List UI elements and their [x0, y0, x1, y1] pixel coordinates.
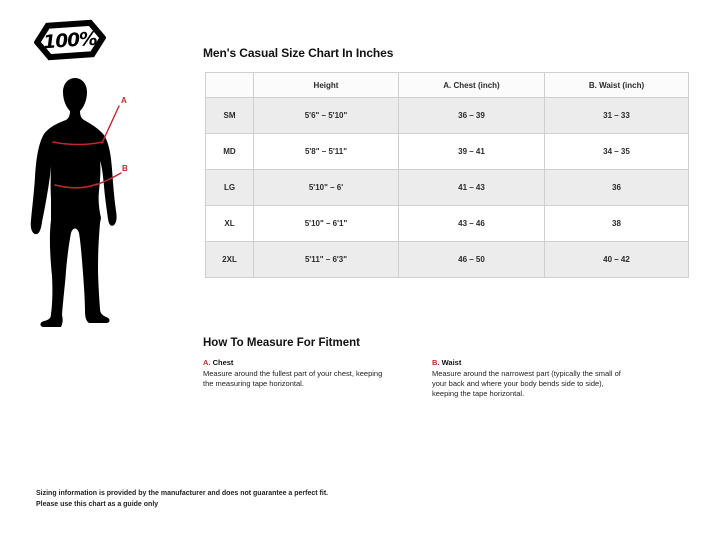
- measure-item-waist-description: Measure around the narrowest part (typically the small of your back and where your body bends side to side), keeping the tape horizontal.: [432, 369, 621, 398]
- table-row-sm: [206, 98, 689, 134]
- male-silhouette-shape: [31, 78, 117, 327]
- chest-cell: 41 – 43: [399, 170, 545, 206]
- table-row-xl: [206, 206, 689, 242]
- marker-b-label: B: [122, 164, 128, 173]
- size-cell: XL: [206, 206, 254, 242]
- size-cell: 2XL: [206, 242, 254, 278]
- header-chest-cell: A. Chest (inch): [399, 73, 545, 98]
- height-cell: 5'11" – 6'3": [254, 242, 399, 278]
- waist-cell: 40 – 42: [545, 242, 689, 278]
- waist-cell: 31 – 33: [545, 98, 689, 134]
- marker-a-label: A: [121, 96, 127, 105]
- height-cell: 5'10" – 6'1": [254, 206, 399, 242]
- waist-cell: 38: [545, 206, 689, 242]
- table-header-row: [206, 73, 689, 98]
- size-cell: MD: [206, 134, 254, 170]
- measure-item-chest-marker: A.: [203, 358, 211, 367]
- measure-item-waist-name: Waist: [441, 358, 462, 367]
- size-cell: SM: [206, 98, 254, 134]
- figure-svg: [25, 70, 185, 360]
- male-silhouette-figure: [25, 70, 185, 360]
- logo-text: 100%: [42, 28, 98, 54]
- size-cell: LG: [206, 170, 254, 206]
- brand-logo-100percent-icon: [34, 15, 106, 65]
- measure-item-chest: [203, 358, 385, 389]
- disclaimer-line-2: Please use this chart as a guide only: [36, 500, 159, 508]
- chest-cell: 36 – 39: [399, 98, 545, 134]
- height-cell: 5'6" – 5'10": [254, 98, 399, 134]
- measure-item-waist-marker: B.: [432, 358, 440, 367]
- waist-cell: 36: [545, 170, 689, 206]
- table-row-md: [206, 134, 689, 170]
- measure-item-chest-name: Chest: [212, 358, 234, 367]
- disclaimer-line-1: Sizing information is provided by the manufacturer and does not guarantee a perfect fit.: [36, 490, 329, 497]
- chest-leader-line: [102, 106, 119, 143]
- size-chart-table: [205, 72, 689, 278]
- waist-cell: 34 – 35: [545, 134, 689, 170]
- height-cell: 5'10" – 6': [254, 170, 399, 206]
- header-height-cell: Height: [254, 73, 399, 98]
- sizing-disclaimer: [36, 489, 328, 511]
- table-row-2xl: [206, 242, 689, 278]
- table-row-lg: [206, 170, 689, 206]
- size-chart-title: Men's Casual Size Chart In Inches: [203, 46, 394, 60]
- header-waist-cell: B. Waist (inch): [545, 73, 689, 98]
- logo-badge-icon: [34, 15, 106, 65]
- chest-cell: 39 – 41: [399, 134, 545, 170]
- height-cell: 5'8" – 5'11": [254, 134, 399, 170]
- chest-cell: 43 – 46: [399, 206, 545, 242]
- measure-item-chest-heading: [203, 358, 385, 367]
- measure-item-waist: [432, 358, 628, 399]
- measure-item-chest-description: Measure around the fullest part of your chest, keeping the measuring tape horizontal.: [203, 369, 383, 388]
- measure-item-waist-heading: [432, 358, 628, 367]
- how-to-measure-title: How To Measure For Fitment: [203, 337, 360, 349]
- header-size-cell: [206, 73, 254, 98]
- chest-cell: 46 – 50: [399, 242, 545, 278]
